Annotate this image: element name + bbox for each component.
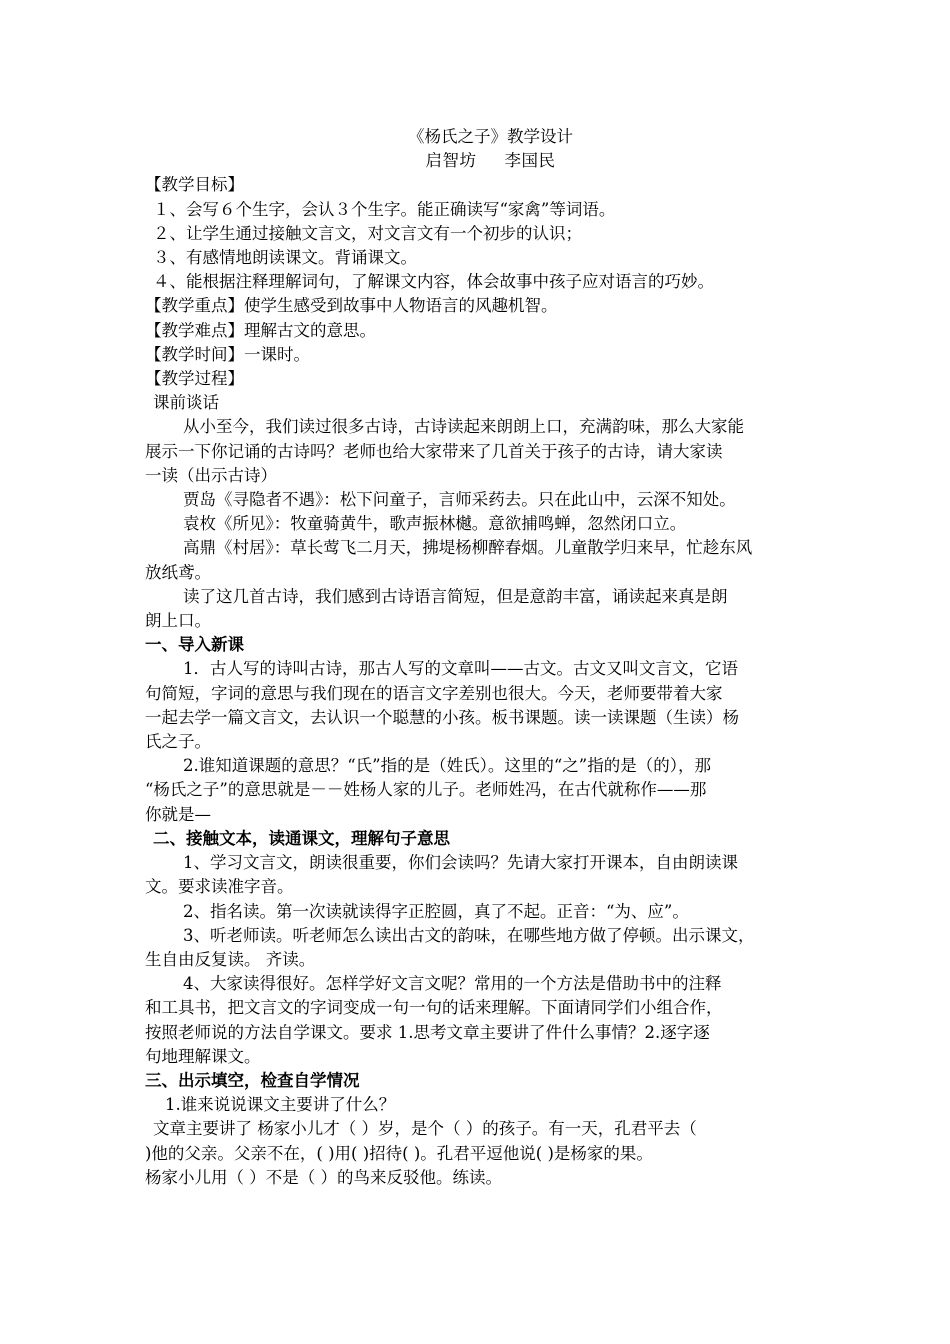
paragraph-line: 读了这几首古诗，我们感到古诗语言简短，但是意韵丰富，诵读起来真是朗: [183, 586, 728, 606]
key-point: 【教学重点】使学生感受到故事中人物语言的风趣机智。: [145, 296, 558, 316]
paragraph-line: 2、指名读。第一次读就读得字正腔圆，真了不起。正音：“为、应”。: [183, 901, 689, 921]
paragraph-line: 和工具书，把文言文的字词变成一句一句的话来理解。下面请同学们小组合作，: [145, 998, 723, 1018]
paragraph-line: 生自由反复读。 齐读。: [145, 949, 316, 969]
goal-item: ３、有感情地朗读课文。背诵课文。: [153, 248, 417, 268]
paragraph-line: 按照老师说的方法自学课文。要求 1.思考文章主要讲了件什么事情？2.逐字逐: [145, 1022, 710, 1042]
goals-heading: 【教学目标】: [145, 175, 244, 195]
difficulty: 【教学难点】理解古文的意思。: [145, 320, 376, 340]
poem-line: 放纸鸢。: [145, 562, 211, 582]
paragraph-line: 1．古人写的诗叫古诗，那古人写的文章叫——古文。古文又叫文言文，它语: [183, 659, 738, 679]
paragraph-line: 氏之子。: [145, 732, 211, 752]
paragraph-line: 句地理解课文。: [145, 1046, 261, 1066]
fill-blank-line: 文章主要讲了 杨家小儿才（ ）岁，是个（ ）的孩子。有一天，孔君平去（: [153, 1119, 697, 1139]
paragraph-line: 你就是—: [145, 804, 211, 824]
paragraph-line: 一读（出示古诗）: [145, 465, 277, 485]
poem-line: 贾岛《寻隐者不遇》：松下问童子，言师采药去。只在此山中，云深不知处。: [183, 490, 736, 510]
paragraph-line: 3、听老师读。听老师怎么读出古文的韵味，在哪些地方做了停顿。出示课文，: [183, 925, 755, 945]
school-name: 启智坊: [425, 151, 477, 171]
goal-item: ２、让学生通过接触文言文，对文言文有一个初步的认识；: [153, 223, 582, 243]
document-page: [145, 125, 811, 1190]
section-heading: 二、接触文本，读通课文，理解句子意思: [153, 828, 450, 848]
poem-line: 袁枚《所见》：牧童骑黄牛，歌声振林樾。意欲捕鸣蝉，忽然闭口立。: [183, 514, 687, 534]
paragraph-line: 2.谁知道课题的意思？“氏”指的是（姓氏）。这里的“之”指的是（的），那: [183, 756, 711, 776]
author-line: [170, 149, 811, 173]
paragraph-line: 1、学习文言文，朗读很重要，你们会读吗？先请大家打开课本，自由朗读课: [183, 853, 738, 873]
section-heading: 一、导入新课: [145, 635, 244, 655]
fill-blank-line: )他的父亲。父亲不在，( )用( )招待( )。孔君平逗他说( )是杨家的果。: [145, 1143, 653, 1163]
lesson-time: 【教学时间】一课时。: [145, 344, 310, 364]
section-heading: 三、出示填空，检查自学情况: [145, 1070, 360, 1090]
poem-line: 高鼎《村居》：草长莺飞二月天，拂堤杨柳醉春烟。儿童散学归来早，忙趁东风: [183, 538, 753, 558]
paragraph-line: 从小至今，我们读过很多古诗，古诗读起来朗朗上口，充满韵味，那么大家能: [183, 417, 744, 437]
pre-talk-heading: 课前谈话: [153, 393, 219, 413]
process-heading: 【教学过程】: [145, 369, 244, 389]
paragraph-line: 一起去学一篇文言文，去认识一个聪慧的小孩。板书课题。读一读课题（生读）杨: [145, 707, 739, 727]
goal-item: ４、能根据注释理解词句，了解课文内容，体会故事中孩子应对语言的巧妙。: [153, 272, 714, 292]
fill-blank-line: 杨家小儿用（ ）不是（ ）的鸟来反驳他。练读。: [145, 1167, 502, 1187]
paragraph-line: 4、大家读得很好。怎样学好文言文呢？常用的一个方法是借助书中的注释: [183, 974, 722, 994]
paragraph-line: 文。要求读准字音。: [145, 877, 294, 897]
paragraph-line: 句简短，字词的意思与我们现在的语言文字差别也很大。今天，老师要带着大家: [145, 683, 723, 703]
question-line: 1.谁来说说课文主要讲了什么？: [165, 1095, 396, 1115]
document-title: 《杨氏之子》教学设计: [408, 127, 573, 146]
paragraph-line: 朗上口。: [145, 611, 211, 631]
paragraph-line: “杨氏之子”的意思就是－－姓杨人家的儿子。老师姓冯，在古代就称作——那: [145, 780, 707, 800]
author-name: 李国民: [504, 151, 556, 171]
paragraph-line: 展示一下你记诵的古诗吗？老师也给大家带来了几首关于孩子的古诗，请大家读: [145, 441, 723, 461]
goal-item: １、会写６个生字，会认３个生字。能正确读写“家禽”等词语。: [153, 199, 616, 219]
